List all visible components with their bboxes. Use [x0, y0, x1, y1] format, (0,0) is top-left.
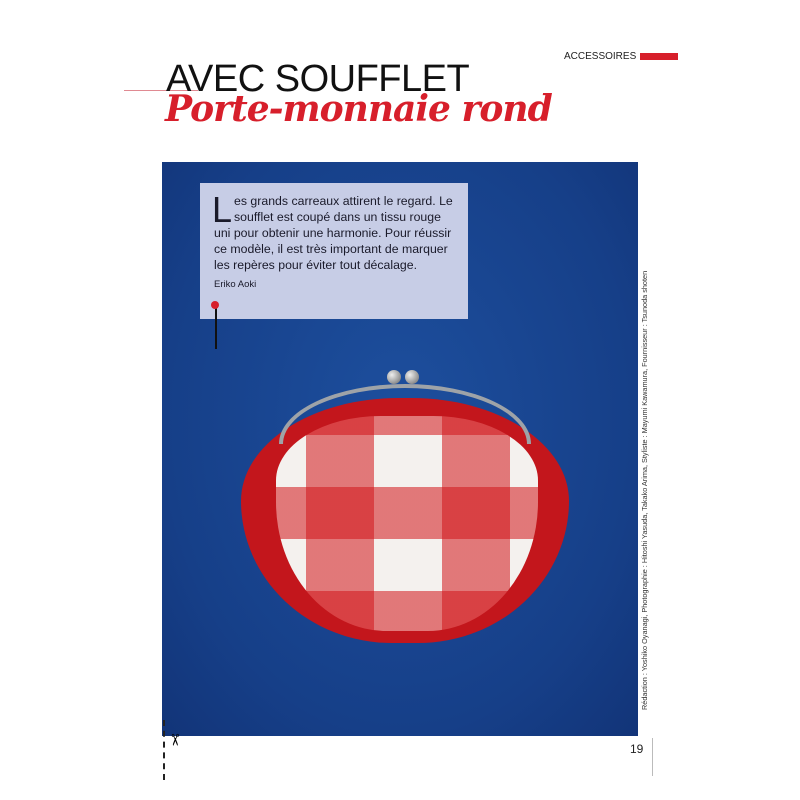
section-label	[564, 51, 678, 62]
section-bar	[640, 53, 678, 60]
intro-text: es grands carreaux attirent le regard. Le soufflet est coupé dans un tissu rouge uni pour obtenir une harmonie. Pour réussir ce modèle, il est très important de marquer les repères pour éviter tout décalage.	[214, 194, 453, 272]
gingham-panel	[276, 416, 538, 631]
author	[214, 277, 458, 293]
author-name: Eriko Aoki	[214, 279, 257, 290]
pin-head-icon	[211, 301, 219, 309]
page-number: 19	[630, 742, 644, 756]
cut-line	[163, 720, 165, 780]
page-title: Porte-monnaie rond	[165, 88, 552, 130]
scissors-icon: ✂	[165, 733, 183, 747]
product-photo	[162, 162, 638, 736]
coin-purse-image	[241, 370, 569, 645]
page-rule	[652, 738, 653, 776]
purse-frame	[279, 384, 531, 444]
intro-box	[200, 183, 468, 319]
clasp-icon	[405, 370, 419, 384]
credits: Rédaction : Yoshiko Oyanagi, Photographie : Hitoshi Yasuda, Takako Arima, Styliste : Mayumi Kawamura, Fournisseur : Tsunoda shoten	[640, 270, 649, 710]
section-text: ACCESSOIRES	[564, 51, 637, 62]
clasp-icon	[387, 370, 401, 384]
kicker: AVEC SOUFFLET	[166, 58, 470, 100]
dropcap: L	[212, 189, 233, 230]
pin-icon	[215, 305, 217, 349]
